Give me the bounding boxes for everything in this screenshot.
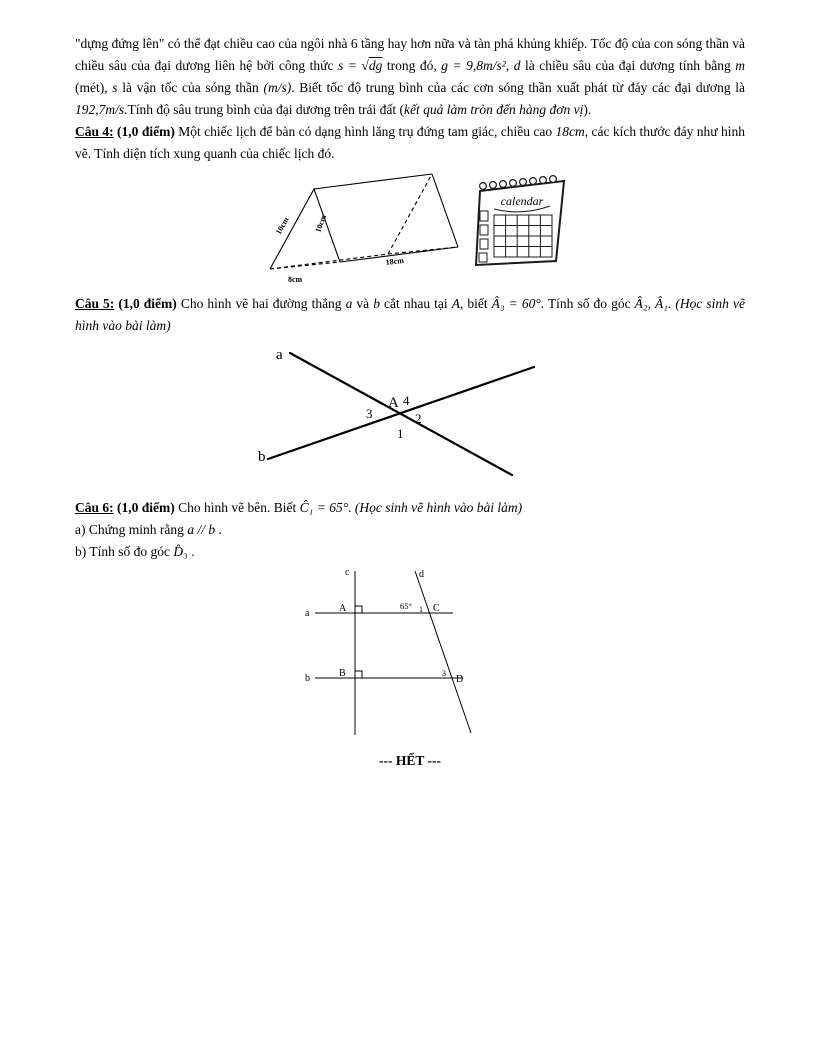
math-segment: Ĉ₁ = 65° (299, 500, 349, 515)
text-segment: là chiều sâu của đại dương tính bằng (520, 58, 736, 73)
question-5 (75, 293, 745, 337)
label-angle-2: 2 (415, 411, 422, 426)
math-segment: s = (338, 58, 362, 73)
label-line-a: a (276, 347, 283, 363)
sqrt-symbol: √ (361, 58, 369, 73)
math-segment: (m/s) (263, 80, 292, 95)
text-segment: cắt nhau tại (379, 296, 452, 311)
label-point-C: C (433, 603, 440, 614)
italic-note: (Học sinh vẽ hình vào bài làm) (75, 296, 745, 333)
text-segment: ). (583, 102, 592, 117)
prism-label-length: 18cm (385, 255, 405, 267)
line-d (415, 571, 471, 733)
question-points: (1,0 điểm) (114, 296, 181, 311)
line-b (268, 367, 534, 459)
intersecting-lines-svg (250, 343, 570, 495)
text-segment: là vận tốc của sóng thần (117, 80, 264, 95)
text-segment: a) Chứng minh rằng (75, 522, 188, 537)
label-angle-3: 3 (366, 406, 373, 421)
math-segment: 192,7m/s. (75, 102, 128, 117)
math-segment: b (373, 296, 380, 311)
text-segment: . Biết tốc độ trung bình của các cơn sóng thần xuất phát từ đáy các đại dương là (291, 80, 745, 95)
label-vertex-A: A (388, 395, 399, 411)
math-segment: Â₂, Â₁. (634, 296, 672, 311)
text-segment: (mét), (75, 80, 113, 95)
label-angle-4: 4 (403, 393, 410, 408)
text-segment: . (187, 544, 195, 559)
math-segment: a // b (187, 522, 216, 537)
text-segment: "dựng đứng lên" có thể đạt chiều cao của ngôi nhà 6 tầng hay hơn nữa và tàn phá khủng khiếp. Tốc độ của con sóng thần và chiều sâu của đại dương liên hệ bởi công thức (75, 36, 745, 73)
text-segment: , biết (459, 296, 492, 311)
label-angle-1: 1 (397, 426, 404, 441)
label-line-b: b (258, 449, 266, 465)
label-point-A: A (339, 603, 347, 614)
question-points: (1,0 điểm) (113, 124, 179, 139)
cross-lines (268, 353, 534, 475)
label-line-a: a (305, 608, 310, 619)
calendar-script-text: calendar (500, 194, 544, 208)
prism-label-side-right: 10cm (313, 213, 329, 234)
text-segment: . (348, 500, 355, 515)
text-segment: Tính độ sâu trung bình của đại dương trên trái đất ( (127, 102, 405, 117)
right-angle-mark-A (355, 606, 362, 613)
math-segment: a (345, 296, 353, 311)
text-segment: , các kích thước đáy như hình vẽ. Tính diện tích xung quanh của chiếc lịch đó. (75, 124, 745, 161)
parallel-lines-svg (295, 565, 525, 740)
prism-label-side-left: 10cm (273, 215, 291, 236)
label-line-c: c (345, 567, 350, 578)
question-label: Câu 5: (75, 296, 115, 311)
question-label: Câu 6: (75, 500, 114, 515)
question-label: Câu 4: (75, 124, 114, 139)
right-angle-mark-B (355, 671, 362, 678)
math-segment: g = 9,8m/s² (441, 58, 506, 73)
text-segment: b) Tính số đo góc (75, 544, 174, 559)
label-line-d: d (419, 569, 424, 580)
italic-note: kết quả làm tròn đến hàng đơn vị (404, 102, 584, 117)
math-segment: Â₃ = 60° (491, 296, 541, 311)
prism-calendar-svg (240, 169, 580, 291)
math-segment: 18cm (555, 124, 585, 139)
label-angle-65: 65° (400, 601, 412, 611)
question-points: (1,0 điểm) (113, 500, 179, 515)
text-segment: Một chiếc lịch để bàn có dạng hình lăng trụ đứng tam giác, chiều cao (178, 124, 556, 139)
text-segment: trong đó, (382, 58, 442, 73)
end-marker: --- HẾT --- (379, 753, 441, 768)
math-segment: d (513, 58, 521, 73)
label-angle-3: 3 (442, 669, 446, 678)
text-segment: Cho hình vẽ bên. Biết (178, 500, 300, 515)
prism-calendar-figure (75, 169, 745, 291)
text-segment: và (352, 296, 374, 311)
italic-note: (Học sinh vẽ hình vào bài làm) (354, 500, 523, 515)
math-segment: D̂₃ (173, 544, 188, 559)
question-4 (75, 121, 745, 165)
parallel-lines-figure (75, 565, 745, 740)
label-point-B: B (339, 668, 346, 679)
question-6 (75, 497, 745, 519)
intro-paragraph (75, 33, 745, 121)
math-segment: m (735, 58, 746, 73)
sqrt-argument: dg (368, 58, 383, 73)
prism-label-base: 8cm (288, 275, 303, 284)
text-segment: . Tính số đo góc (540, 296, 635, 311)
text-segment: . (215, 522, 222, 537)
question-6-part-a (75, 519, 745, 541)
calendar-icon (476, 176, 564, 265)
label-point-D: D (456, 674, 464, 685)
label-angle-1: 1 (419, 605, 423, 614)
question-6-part-b (75, 541, 745, 563)
label-line-b: b (305, 673, 310, 684)
intersecting-lines-figure (75, 343, 745, 495)
math-segment: s (112, 80, 118, 95)
text-segment: , (505, 58, 514, 73)
parallel-lines (315, 571, 471, 735)
prism-drawing (270, 174, 458, 269)
math-segment: A (451, 296, 460, 311)
text-segment: Cho hình vẽ hai đường thẳng (180, 296, 346, 311)
